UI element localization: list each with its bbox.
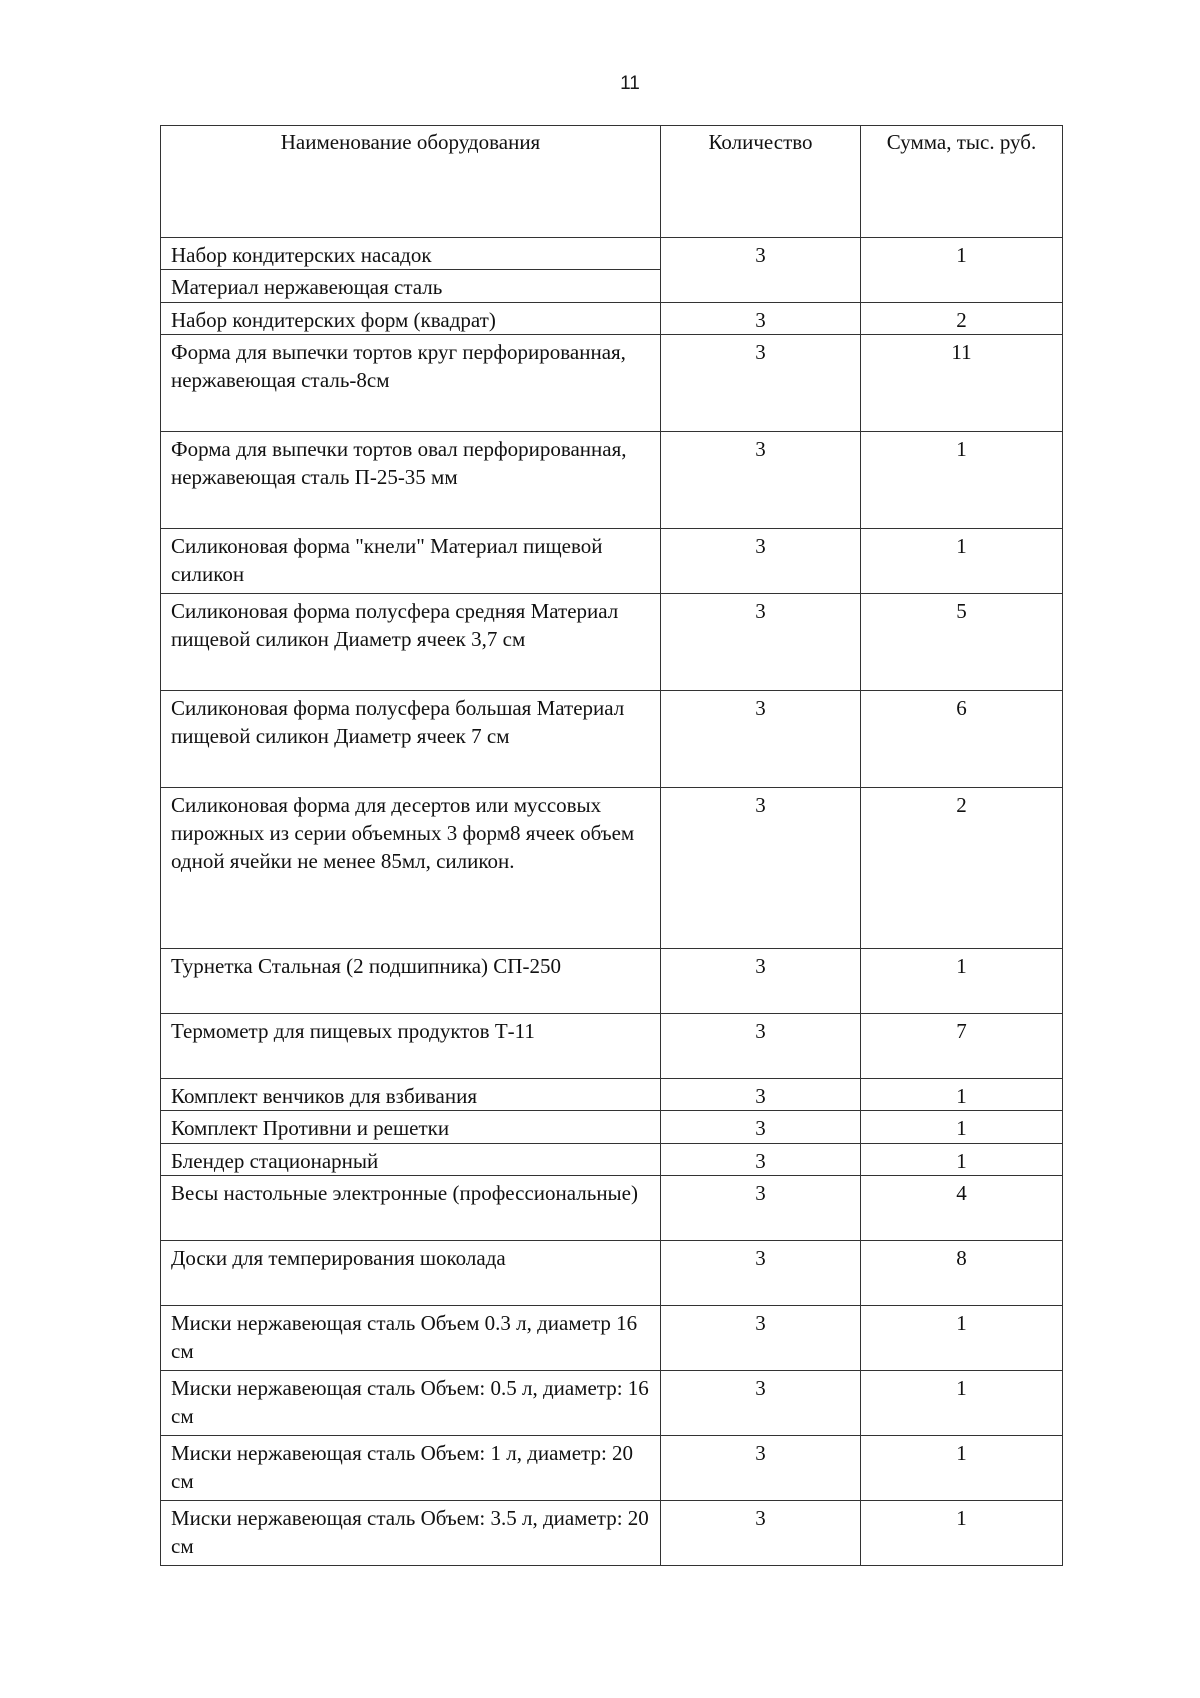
cell-quantity: 3 xyxy=(661,1241,861,1306)
table-row xyxy=(161,788,1063,949)
cell-sum: 2 xyxy=(861,303,1063,335)
cell-name: Турнетка Стальная (2 подшипника) СП-250 xyxy=(161,949,661,1014)
cell-sum: 1 xyxy=(861,1306,1063,1371)
page-number: 11 xyxy=(620,73,640,94)
cell-sum: 7 xyxy=(861,1014,1063,1079)
table-row xyxy=(161,691,1063,788)
cell-name: Набор кондитерских форм (квадрат) xyxy=(161,303,661,335)
cell-quantity: 3 xyxy=(661,1501,861,1566)
table-row xyxy=(161,594,1063,691)
cell-name: Миски нержавеющая сталь Объем: 1 л, диаметр: 20 см xyxy=(161,1436,661,1501)
table-row xyxy=(161,949,1063,1014)
cell-name: Миски нержавеющая сталь Объем 0.3 л, диаметр 16 см xyxy=(161,1306,661,1371)
cell-sum: 1 xyxy=(861,1436,1063,1501)
cell-sum: 2 xyxy=(861,788,1063,949)
table-row xyxy=(161,303,1063,335)
cell-quantity: 3 xyxy=(661,594,861,691)
cell-name: Миски нержавеющая сталь Объем: 3.5 л, диаметр: 20 см xyxy=(161,1501,661,1566)
cell-name: Комплект Противни и решетки xyxy=(161,1111,661,1144)
cell-quantity: 3 xyxy=(661,788,861,949)
cell-name: Силиконовая форма полусфера средняя Материал пищевой силикон Диаметр ячеек 3,7 см xyxy=(161,594,661,691)
cell-quantity: 3 xyxy=(661,1014,861,1079)
cell-quantity: 3 xyxy=(661,691,861,788)
header-sum: Сумма, тыс. руб. xyxy=(861,126,1063,238)
equipment-table xyxy=(160,125,1063,1566)
cell-quantity: 3 xyxy=(661,949,861,1014)
cell-quantity: 3 xyxy=(661,1176,861,1241)
table-row xyxy=(161,1371,1063,1436)
table-row xyxy=(161,238,1063,270)
cell-sum: 1 xyxy=(861,949,1063,1014)
cell-name: Комплект венчиков для взбивания xyxy=(161,1079,661,1111)
cell-name: Термометр для пищевых продуктов Т-11 xyxy=(161,1014,661,1079)
cell-sum: 1 xyxy=(861,529,1063,594)
cell-name: Весы настольные электронные (профессиональные) xyxy=(161,1176,661,1241)
table-row xyxy=(161,529,1063,594)
cell-name: Материал нержавеющая сталь xyxy=(161,270,661,303)
cell-quantity: 3 xyxy=(661,238,861,303)
cell-sum: 1 xyxy=(861,1079,1063,1111)
table-row xyxy=(161,1111,1063,1144)
cell-name: Силиконовая форма полусфера большая Материал пищевой силикон Диаметр ячеек 7 см xyxy=(161,691,661,788)
header-name: Наименование оборудования xyxy=(161,126,661,238)
cell-quantity: 3 xyxy=(661,1144,861,1176)
table-row xyxy=(161,1241,1063,1306)
table-row xyxy=(161,1436,1063,1501)
cell-sum: 6 xyxy=(861,691,1063,788)
table-row xyxy=(161,1014,1063,1079)
cell-sum: 8 xyxy=(861,1241,1063,1306)
cell-sum: 1 xyxy=(861,1111,1063,1144)
cell-name: Доски для темперирования шоколада xyxy=(161,1241,661,1306)
header-quantity: Количество xyxy=(661,126,861,238)
cell-name: Форма для выпечки тортов круг перфорированная, нержавеющая сталь-8см xyxy=(161,335,661,432)
table-header-row xyxy=(161,126,1063,238)
cell-sum: 1 xyxy=(861,1144,1063,1176)
cell-quantity: 3 xyxy=(661,1079,861,1111)
cell-quantity: 3 xyxy=(661,1111,861,1144)
cell-quantity: 3 xyxy=(661,432,861,529)
cell-sum: 1 xyxy=(861,432,1063,529)
cell-quantity: 3 xyxy=(661,1371,861,1436)
cell-quantity: 3 xyxy=(661,529,861,594)
cell-name: Набор кондитерских насадок xyxy=(161,238,661,270)
table-row xyxy=(161,335,1063,432)
cell-quantity: 3 xyxy=(661,335,861,432)
cell-name: Миски нержавеющая сталь Объем: 0.5 л, диаметр: 16 см xyxy=(161,1371,661,1436)
cell-sum: 5 xyxy=(861,594,1063,691)
cell-sum: 1 xyxy=(861,1501,1063,1566)
cell-quantity: 3 xyxy=(661,1436,861,1501)
cell-sum: 1 xyxy=(861,1371,1063,1436)
table-row xyxy=(161,432,1063,529)
table-row xyxy=(161,1176,1063,1241)
table-row xyxy=(161,1144,1063,1176)
cell-name: Форма для выпечки тортов овал перфорированная, нержавеющая сталь П-25-35 мм xyxy=(161,432,661,529)
cell-quantity: 3 xyxy=(661,303,861,335)
cell-quantity: 3 xyxy=(661,1306,861,1371)
cell-name: Блендер стационарный xyxy=(161,1144,661,1176)
cell-sum: 4 xyxy=(861,1176,1063,1241)
table-row xyxy=(161,1079,1063,1111)
table-row xyxy=(161,1306,1063,1371)
cell-name: Силиконовая форма "кнели" Материал пищевой силикон xyxy=(161,529,661,594)
cell-sum: 1 xyxy=(861,238,1063,303)
cell-sum: 11 xyxy=(861,335,1063,432)
table-row xyxy=(161,1501,1063,1566)
cell-name: Силиконовая форма для десертов или муссовых пирожных из серии объемных 3 форм8 ячеек объем одной ячейки не менее 85мл, силикон. xyxy=(161,788,661,949)
